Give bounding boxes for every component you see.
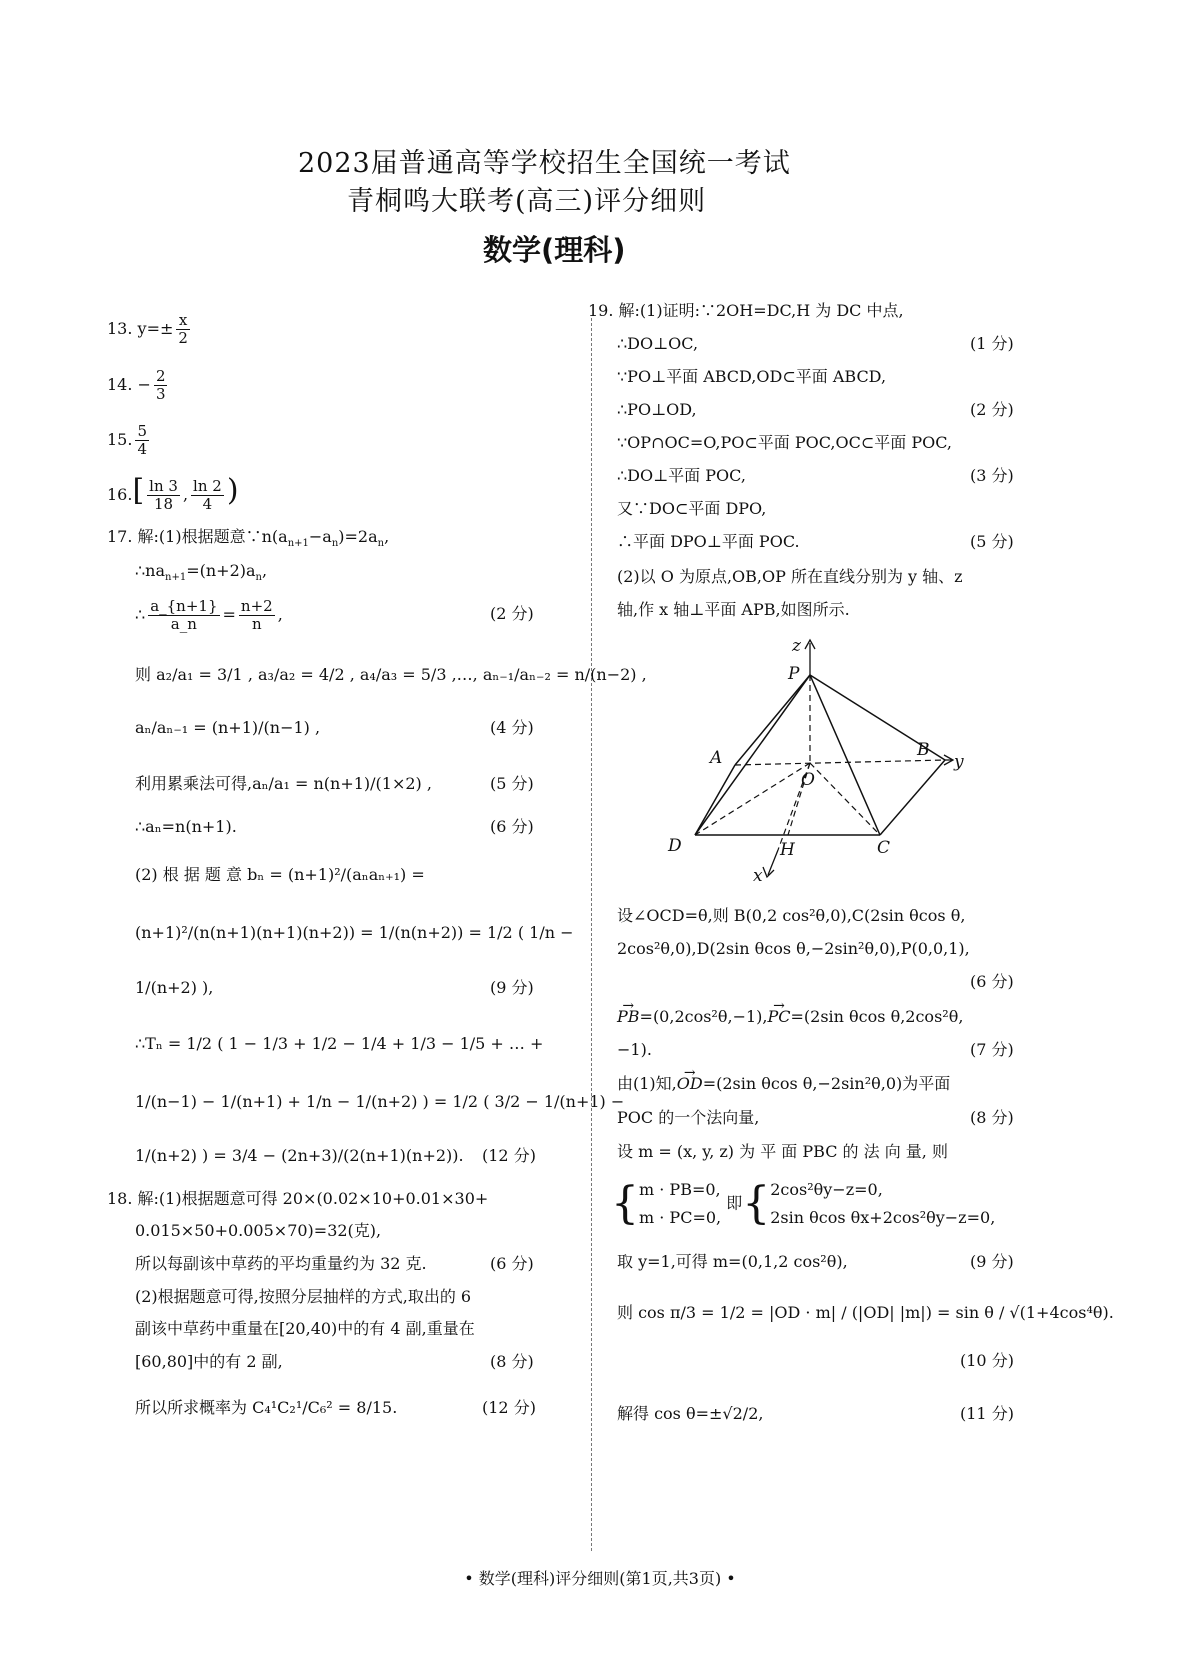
label-D: D [668,836,682,856]
label-H: H [780,840,795,860]
score: (4 分) [490,718,534,737]
score: (3 分) [970,466,1014,485]
score: (11 分) [960,1404,1014,1423]
q18-line-1: 18. 解:(1)根据题意可得 20×(0.02×10+0.01×30+ [107,1189,489,1208]
score: (6 分) [970,972,1014,991]
q18-line-5: 副该中草药中重量在[20,40)中的有 4 副,重量在 [135,1319,475,1338]
q19-line-17: 设 m = (x, y, z) 为 平 面 PBC 的 法 向 量, 则 [617,1142,948,1161]
q18-line-4: (2)根据题意可得,按照分层抽样的方式,取出的 6 [135,1287,472,1306]
label-P: P [788,664,800,684]
score: (7 分) [970,1040,1014,1059]
answer-16: 16.[ $\frac{\ln 3}{18}$ , $\frac{\ln 2}{4}$ ) [107,473,239,513]
edge-OD-dashed [695,763,810,835]
edge-AB-dashed [735,760,945,765]
q19-line-21: 解得 cos θ=±√2/2, [617,1404,764,1423]
edge-AD [695,765,735,835]
q17-line-2: $\therefore na_{n+1}=(n+2)a_n$, [135,561,268,584]
q17-line-10: 1/(n+2) ), [135,978,214,997]
label-B: B [917,740,930,760]
q17-line-12: 1/(n−1) − 1/(n+1) + 1/n − 1/(n+2) ) = 1/2 ( 3/2 − 1/(n+1) − [135,1092,625,1111]
q19-line-7: 又∵DO⊂平面 DPO, [617,499,767,518]
q19-line-8: ∴平面 DPO⊥平面 POC. [617,532,800,551]
score: (12 分) [482,1398,536,1417]
score: (10 分) [960,1351,1014,1370]
subject-title: 数学(理科) [483,233,626,267]
score: (12 分) [482,1146,536,1165]
q17-line-7: ∴aₙ=n(n+1). [135,817,237,836]
q17-line-8: (2) 根 据 题 意 bₙ = (n+1)²/(aₙaₙ₊₁) = [135,865,425,884]
score: (2 分) [490,604,534,623]
q19-line-6: ∴DO⊥平面 POC, [617,466,746,485]
q19-line-9: (2)以 O 为原点,OB,OP 所在直线分别为 y 轴、z [617,567,963,586]
q17-line-13: 1/(n+2) ) = 3/4 − (2n+3)/(2(n+1)(n+2)). [135,1146,464,1165]
pyramid-figure [660,635,980,895]
q19-line-2: ∴DO⊥OC, [617,334,699,353]
q17-line-3: ∴ $\frac{a\_\{n+1\}}{a\_n}$ = $\frac{n+2}{n}$ , [135,597,283,633]
label-O: O [801,770,815,790]
q18-line-2: 0.015×50+0.005×70)=32(克), [135,1221,382,1240]
q17-line-9: (n+1)²/(n(n+1)(n+1)(n+2)) = 1/(n(n+2)) = 1/2 ( 1/n − [135,923,574,942]
q19-line-5: ∵OP∩OC=O,PO⊂平面 POC,OC⊂平面 POC, [617,433,953,452]
page-footer: • 数学(理科)评分细则(第1页,共3页) • [464,1569,736,1588]
label-z: z [792,636,801,656]
edge-PA [735,675,810,765]
q19-line-20: 则 cos π/3 = 1/2 = |OD · m| / (|OD| |m|) = sin θ / √(1+4cos⁴θ). [617,1303,1114,1322]
q19-line-13: → PB=(0,2cos²θ,−1),→ PC=(2sin θcos θ,2cos²θ, [617,1006,963,1028]
q19-line-4: ∴PO⊥OD, [617,400,697,419]
title-line-1: 2023届普通高等学校招生全国统一考试 [298,148,791,179]
score: (2 分) [970,400,1014,419]
q18-line-6: [60,80]中的有 2 副, [135,1352,283,1371]
q19-line-1: 19. 解:(1)证明:∵2OH=DC,H 为 DC 中点, [588,301,904,320]
q17-line-1: 17. 解:(1)根据题意$\because n(a_{n+1}-a_n)=2a_n$, [107,527,390,550]
q17-line-5: aₙ/aₙ₋₁ = (n+1)/(n−1) , [135,718,321,737]
label-C: C [877,838,891,858]
edge-OC-dashed [810,763,880,835]
q17-line-6: 利用累乘法可得,aₙ/a₁ = n(n+1)/(1×2) , [135,774,432,793]
q19-line-16: POC 的一个法向量, [617,1108,760,1127]
score: (5 分) [970,532,1014,551]
label-x: x [753,866,763,886]
q19-line-11: 设∠OCD=θ,则 B(0,2 cos²θ,0),C(2sin θcos θ, [617,906,966,925]
score: (8 分) [970,1108,1014,1127]
q19-system: { m · PB=0, m · PC=0, 即{ 2cos²θy−z=0, 2sin θcos θx+2cos²θy−z=0, [611,1178,996,1229]
answer-15: 15. $\frac{5}{4}$ [107,422,147,458]
label-A: A [710,748,723,768]
column-divider [591,318,592,1551]
label-y: y [954,752,964,772]
q17-line-11: ∴Tₙ = 1/2 ( 1 − 1/3 + 1/2 − 1/4 + 1/3 − 1/5 + … + [135,1034,544,1053]
edge-PC [810,675,880,835]
score: (6 分) [490,1254,534,1273]
answer-13: 13. y=± $\frac{x}{2}$ [107,311,188,347]
q19-line-3: ∵PO⊥平面 ABCD,OD⊂平面 ABCD, [617,367,887,386]
answer-14: 14. − $\frac{2}{3}$ [107,367,166,403]
score: (9 分) [490,978,534,997]
score: (5 分) [490,774,534,793]
q17-line-4: 则 a₂/a₁ = 3/1 , a₃/a₂ = 4/2 , a₄/a₃ = 5/3 ,…, aₙ₋₁/aₙ₋₂ = n/(n−2) , [135,665,647,684]
score: (1 分) [970,334,1014,353]
q19-line-10: 轴,作 x 轴⊥平面 APB,如图所示. [617,600,850,619]
score: (9 分) [970,1252,1014,1271]
score: (8 分) [490,1352,534,1371]
q19-line-14: −1). [617,1040,652,1059]
q19-line-12: 2cos²θ,0),D(2sin θcos θ,−2sin²θ,0),P(0,0,1), [617,939,970,958]
q18-line-3: 所以每副该中草药的平均重量约为 32 克. [135,1254,427,1273]
edge-CB [880,760,945,835]
q19-line-19: 取 y=1,可得 m=(0,1,2 cos²θ), [617,1252,848,1271]
score: (6 分) [490,817,534,836]
q19-line-15: 由(1)知,→ OD=(2sin θcos θ,−2sin²θ,0)为平面 [617,1073,950,1095]
title-line-2: 青桐鸣大联考(高三)评分细则 [347,186,707,217]
q18-line-7: 所以所求概率为 C₄¹C₂¹/C₆² = 8/15. [135,1398,398,1417]
